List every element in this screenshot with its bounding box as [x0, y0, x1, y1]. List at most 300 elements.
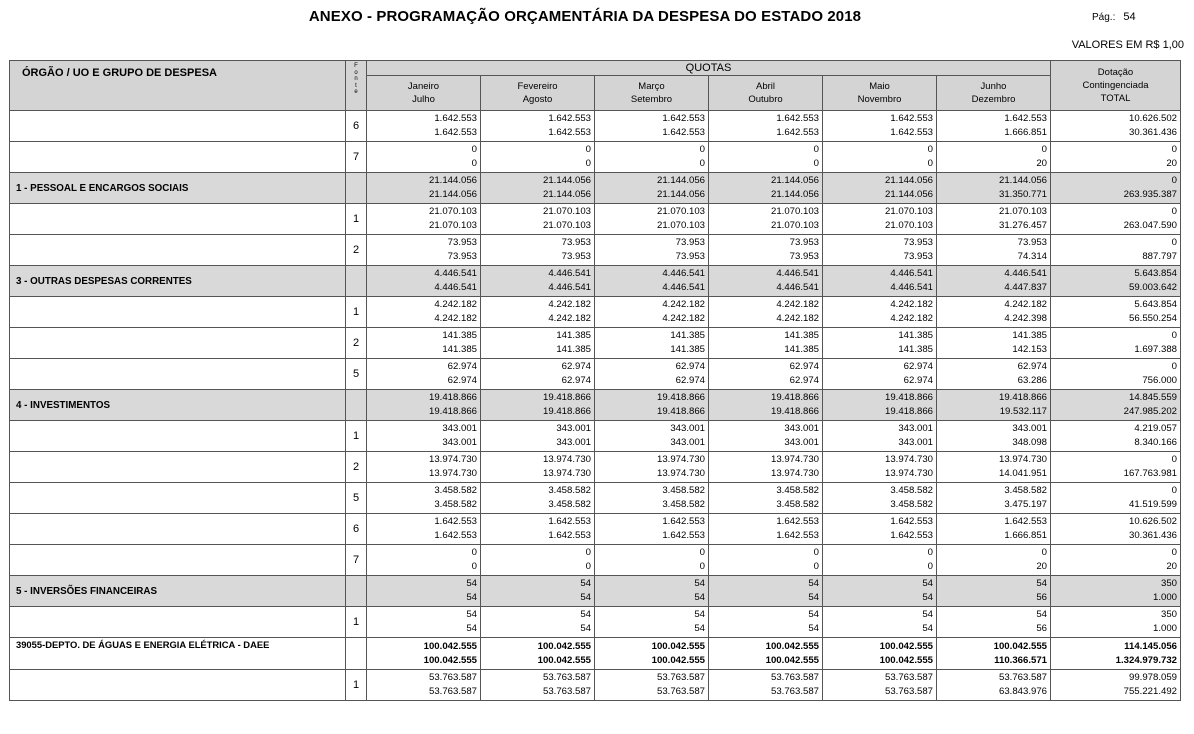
value-first-semester: 62.974: [903, 361, 933, 372]
fonte-row: [10, 607, 1181, 638]
quota-cell: [367, 514, 481, 545]
value-first-semester: 0: [1171, 144, 1177, 155]
value-second-semester: 54: [922, 592, 933, 603]
quota-cell: [595, 607, 709, 638]
value-second-semester: 4.242.182: [434, 313, 477, 324]
value-second-semester: 53.763.587: [884, 686, 933, 697]
value-second-semester: 142.153: [1012, 344, 1047, 355]
value-second-semester: 4.446.541: [776, 282, 819, 293]
quota-cell: [481, 328, 595, 359]
quota-cell: [481, 142, 595, 173]
value-second-semester: 1.642.553: [776, 127, 819, 138]
value-first-semester: 4.446.541: [890, 268, 933, 279]
value-second-semester: 62.974: [789, 375, 819, 386]
value-second-semester: 63.286: [1017, 375, 1047, 386]
value-second-semester: 20: [1166, 561, 1177, 572]
value-first-semester: 350: [1160, 609, 1177, 620]
value-first-semester: 62.974: [789, 361, 819, 372]
department-total-row: [10, 638, 1181, 670]
fonte-row: [10, 452, 1181, 483]
value-second-semester: 4.446.541: [434, 282, 477, 293]
value-second-semester: 54: [808, 623, 819, 634]
quota-cell: [367, 266, 481, 297]
fonte-letter: F: [354, 63, 358, 69]
value-second-semester: 59.003.642: [1128, 282, 1177, 293]
value-second-semester: 0: [813, 561, 819, 572]
value-second-semester: 53.763.587: [770, 686, 819, 697]
fonte-row: [10, 545, 1181, 576]
value-second-semester: 21.070.103: [656, 220, 705, 231]
column-header-orgao: ÓRGÃO / UO E GRUPO DE DESPESA: [10, 61, 346, 111]
dotacao-cell: [1051, 452, 1181, 483]
row-label: [10, 421, 346, 452]
row-label: [10, 297, 346, 328]
value-first-semester: 21.144.056: [884, 175, 933, 186]
value-second-semester: 887.797: [1142, 251, 1177, 262]
value-first-semester: 1.642.553: [776, 113, 819, 124]
dotacao-cell: [1051, 483, 1181, 514]
value-first-semester: 1.642.553: [662, 516, 705, 527]
month-first-half: Abril: [755, 81, 775, 92]
page-number: 54: [1123, 11, 1136, 23]
value-first-semester: 13.974.730: [770, 454, 819, 465]
value-second-semester: 19.418.866: [542, 406, 591, 417]
quota-cell: [937, 204, 1051, 235]
quota-cell: [937, 390, 1051, 421]
value-first-semester: 21.070.103: [884, 206, 933, 217]
fonte-code: 5: [346, 359, 367, 390]
value-first-semester: 10.626.502: [1128, 113, 1177, 124]
quota-cell: [481, 483, 595, 514]
fonte-code: 1: [346, 297, 367, 328]
value-first-semester: 54: [694, 578, 705, 589]
fonte-code: [346, 390, 367, 421]
fonte-code: [346, 638, 367, 670]
value-first-semester: 0: [1171, 361, 1177, 372]
dotacao-cell: [1051, 204, 1181, 235]
quota-cell: [595, 514, 709, 545]
value-second-semester: 1.642.553: [662, 127, 705, 138]
value-first-semester: 19.418.866: [884, 392, 933, 403]
value-first-semester: 100.042.555: [537, 640, 591, 652]
value-first-semester: 54: [922, 578, 933, 589]
value-second-semester: 54: [466, 623, 477, 634]
value-first-semester: 13.974.730: [656, 454, 705, 465]
value-second-semester: 167.763.981: [1123, 468, 1177, 479]
value-first-semester: 3.458.582: [434, 485, 477, 496]
dotacao-cell: [1051, 545, 1181, 576]
quota-cell: [481, 204, 595, 235]
value-second-semester: 19.418.866: [428, 406, 477, 417]
fonte-code: 7: [346, 142, 367, 173]
value-first-semester: 99.978.059: [1128, 672, 1177, 683]
fonte-code: 1: [346, 607, 367, 638]
row-label: [10, 607, 346, 638]
value-first-semester: 62.974: [1017, 361, 1047, 372]
currency-note: VALORES EM R$ 1,00: [1071, 39, 1184, 51]
value-second-semester: 0: [927, 561, 933, 572]
quota-cell: [937, 514, 1051, 545]
row-label: [10, 483, 346, 514]
column-header-quotas: QUOTAS: [367, 61, 1051, 76]
value-second-semester: 4.242.398: [1004, 313, 1047, 324]
value-second-semester: 100.042.555: [423, 654, 477, 666]
value-second-semester: 13.974.730: [770, 468, 819, 479]
value-second-semester: 3.458.582: [890, 499, 933, 510]
fonte-code: 6: [346, 514, 367, 545]
month-second-half: Julho: [412, 94, 435, 105]
value-first-semester: 100.042.555: [651, 640, 705, 652]
value-first-semester: 62.974: [675, 361, 705, 372]
fonte-code: [346, 576, 367, 607]
value-second-semester: 1.000: [1152, 592, 1177, 603]
value-second-semester: 4.242.182: [548, 313, 591, 324]
quota-cell: [709, 670, 823, 701]
value-first-semester: 0: [927, 547, 933, 558]
expense-group-row: [10, 390, 1181, 421]
value-first-semester: 54: [1036, 609, 1047, 620]
value-first-semester: 0: [1041, 144, 1047, 155]
quota-cell: [481, 359, 595, 390]
quota-cell: [367, 390, 481, 421]
value-second-semester: 53.763.587: [656, 686, 705, 697]
dotacao-cell: [1051, 235, 1181, 266]
value-second-semester: 56: [1036, 592, 1047, 603]
value-second-semester: 13.974.730: [884, 468, 933, 479]
fonte-row: [10, 359, 1181, 390]
fonte-letter: o: [354, 69, 358, 76]
value-first-semester: 141.385: [670, 330, 705, 341]
value-first-semester: 0: [699, 547, 705, 558]
quota-cell: [709, 545, 823, 576]
value-first-semester: 4.446.541: [662, 268, 705, 279]
value-first-semester: 62.974: [561, 361, 591, 372]
value-second-semester: 54: [580, 623, 591, 634]
value-second-semester: 3.458.582: [548, 499, 591, 510]
value-first-semester: 73.953: [561, 237, 591, 248]
value-second-semester: 4.242.182: [776, 313, 819, 324]
value-first-semester: 0: [471, 547, 477, 558]
value-first-semester: 343.001: [898, 423, 933, 434]
quota-cell: [709, 483, 823, 514]
value-second-semester: 343.001: [442, 437, 477, 448]
month-second-half: Novembro: [857, 94, 902, 105]
value-second-semester: 73.953: [789, 251, 819, 262]
quota-cell: [709, 452, 823, 483]
value-first-semester: 19.418.866: [656, 392, 705, 403]
value-second-semester: 4.446.541: [890, 282, 933, 293]
month-second-half: Dezembro: [971, 94, 1016, 105]
value-first-semester: 0: [1171, 485, 1177, 496]
value-second-semester: 13.974.730: [428, 468, 477, 479]
quota-cell: [367, 235, 481, 266]
value-second-semester: 0: [699, 561, 705, 572]
quota-cell: [481, 514, 595, 545]
quota-cell: [937, 421, 1051, 452]
value-first-semester: 141.385: [898, 330, 933, 341]
fonte-row: [10, 297, 1181, 328]
value-first-semester: 73.953: [1017, 237, 1047, 248]
quota-cell: [823, 359, 937, 390]
value-first-semester: 100.042.555: [765, 640, 819, 652]
quota-cell: [595, 421, 709, 452]
fonte-row: [10, 204, 1181, 235]
value-first-semester: 141.385: [442, 330, 477, 341]
value-first-semester: 4.242.182: [1004, 299, 1047, 310]
value-first-semester: 1.642.553: [548, 113, 591, 124]
quota-cell: [709, 266, 823, 297]
fonte-row: [10, 670, 1181, 701]
value-first-semester: 14.845.559: [1128, 392, 1177, 403]
value-second-semester: 1.642.553: [890, 530, 933, 541]
fonte-row: [10, 483, 1181, 514]
quota-cell: [937, 173, 1051, 204]
row-label: 39055-DEPTO. DE ÁGUAS E ENERGIA ELÉTRICA - DAEE: [10, 638, 346, 670]
value-second-semester: 4.446.541: [662, 282, 705, 293]
quota-cell: [481, 421, 595, 452]
row-label: 3 - OUTRAS DESPESAS CORRENTES: [10, 266, 346, 297]
value-first-semester: 21.070.103: [770, 206, 819, 217]
column-header-month: [937, 76, 1051, 111]
value-first-semester: 21.070.103: [428, 206, 477, 217]
value-first-semester: 13.974.730: [542, 454, 591, 465]
quota-cell: [937, 638, 1051, 670]
value-second-semester: 21.144.056: [656, 189, 705, 200]
dotacao-cell: [1051, 638, 1181, 670]
value-first-semester: 141.385: [556, 330, 591, 341]
quota-cell: [481, 545, 595, 576]
value-first-semester: 1.642.553: [548, 516, 591, 527]
quota-cell: [709, 390, 823, 421]
value-second-semester: 1.642.553: [548, 530, 591, 541]
value-second-semester: 62.974: [447, 375, 477, 386]
value-second-semester: 0: [585, 561, 591, 572]
column-header-month: [709, 76, 823, 111]
quota-cell: [709, 638, 823, 670]
fonte-code: 6: [346, 111, 367, 142]
value-first-semester: 73.953: [903, 237, 933, 248]
value-first-semester: 0: [813, 144, 819, 155]
quota-cell: [595, 670, 709, 701]
value-second-semester: 21.070.103: [770, 220, 819, 231]
quota-cell: [595, 545, 709, 576]
value-second-semester: 73.953: [903, 251, 933, 262]
dotacao-cell: [1051, 142, 1181, 173]
value-first-semester: 4.242.182: [434, 299, 477, 310]
value-first-semester: 0: [585, 144, 591, 155]
month-first-half: Junho: [980, 81, 1007, 92]
value-second-semester: 263.935.387: [1123, 189, 1177, 200]
value-first-semester: 13.974.730: [998, 454, 1047, 465]
value-second-semester: 1.642.553: [548, 127, 591, 138]
value-first-semester: 1.642.553: [1004, 113, 1047, 124]
value-second-semester: 110.366.571: [994, 654, 1047, 666]
value-first-semester: 0: [1171, 454, 1177, 465]
value-first-semester: 1.642.553: [1004, 516, 1047, 527]
quota-cell: [709, 514, 823, 545]
value-second-semester: 343.001: [898, 437, 933, 448]
value-first-semester: 4.242.182: [776, 299, 819, 310]
quota-cell: [481, 670, 595, 701]
value-second-semester: 30.361.436: [1128, 530, 1177, 541]
quota-cell: [709, 607, 823, 638]
quota-cell: [823, 235, 937, 266]
value-second-semester: 343.001: [556, 437, 591, 448]
quota-cell: [367, 638, 481, 670]
value-first-semester: 4.242.182: [662, 299, 705, 310]
value-first-semester: 21.070.103: [542, 206, 591, 217]
value-first-semester: 5.643.854: [1134, 268, 1177, 279]
row-label: [10, 452, 346, 483]
expense-group-row: [10, 173, 1181, 204]
column-header-dotacao: [1051, 61, 1181, 111]
value-second-semester: 4.242.182: [662, 313, 705, 324]
value-second-semester: 21.144.056: [884, 189, 933, 200]
value-second-semester: 19.418.866: [656, 406, 705, 417]
value-first-semester: 19.418.866: [542, 392, 591, 403]
quota-cell: [481, 297, 595, 328]
quota-cell: [595, 638, 709, 670]
value-first-semester: 4.242.182: [548, 299, 591, 310]
value-second-semester: 73.953: [561, 251, 591, 262]
value-first-semester: 141.385: [1012, 330, 1047, 341]
quota-cell: [367, 111, 481, 142]
row-label: [10, 142, 346, 173]
row-label: [10, 328, 346, 359]
value-second-semester: 20: [1036, 158, 1047, 169]
value-second-semester: 141.385: [670, 344, 705, 355]
value-second-semester: 54: [466, 592, 477, 603]
value-second-semester: 41.519.599: [1128, 499, 1177, 510]
value-first-semester: 1.642.553: [434, 113, 477, 124]
value-first-semester: 21.070.103: [998, 206, 1047, 217]
quota-cell: [823, 483, 937, 514]
value-first-semester: 53.763.587: [428, 672, 477, 683]
value-second-semester: 1.697.388: [1134, 344, 1177, 355]
dotacao-cell: [1051, 297, 1181, 328]
value-second-semester: 74.314: [1017, 251, 1047, 262]
dotacao-cell: [1051, 111, 1181, 142]
value-first-semester: 100.042.555: [423, 640, 477, 652]
quota-cell: [595, 390, 709, 421]
value-first-semester: 19.418.866: [770, 392, 819, 403]
dotacao-cell: [1051, 266, 1181, 297]
fonte-code: 1: [346, 204, 367, 235]
dotacao-cell: [1051, 173, 1181, 204]
value-first-semester: 0: [471, 144, 477, 155]
month-second-half: Agosto: [522, 94, 553, 105]
value-first-semester: 0: [927, 144, 933, 155]
value-first-semester: 21.144.056: [770, 175, 819, 186]
value-second-semester: 4.242.182: [890, 313, 933, 324]
value-first-semester: 343.001: [784, 423, 819, 434]
quota-cell: [937, 235, 1051, 266]
value-second-semester: 141.385: [784, 344, 819, 355]
value-first-semester: 10.626.502: [1128, 516, 1177, 527]
value-first-semester: 53.763.587: [998, 672, 1047, 683]
value-second-semester: 21.144.056: [542, 189, 591, 200]
quota-cell: [481, 607, 595, 638]
expense-group-row: [10, 266, 1181, 297]
value-second-semester: 56.550.254: [1128, 313, 1177, 324]
value-second-semester: 1.642.553: [776, 530, 819, 541]
value-first-semester: 343.001: [442, 423, 477, 434]
fonte-row: [10, 514, 1181, 545]
fonte-code: 5: [346, 483, 367, 514]
value-second-semester: 100.042.555: [537, 654, 591, 666]
quota-cell: [367, 328, 481, 359]
value-first-semester: 114.145.056: [1124, 640, 1177, 652]
value-first-semester: 62.974: [447, 361, 477, 372]
quota-cell: [823, 607, 937, 638]
quota-cell: [709, 235, 823, 266]
row-label: 5 - INVERSÕES FINANCEIRAS: [10, 576, 346, 607]
value-second-semester: 19.532.117: [999, 406, 1047, 417]
value-second-semester: 100.042.555: [651, 654, 705, 666]
quota-cell: [595, 266, 709, 297]
value-second-semester: 3.458.582: [434, 499, 477, 510]
value-first-semester: 54: [466, 578, 477, 589]
month-first-half: Janeiro: [407, 81, 440, 92]
value-first-semester: 21.144.056: [998, 175, 1047, 186]
value-second-semester: 21.070.103: [428, 220, 477, 231]
value-second-semester: 8.340.166: [1134, 437, 1177, 448]
row-label: [10, 235, 346, 266]
quota-cell: [709, 111, 823, 142]
value-first-semester: 13.974.730: [884, 454, 933, 465]
value-first-semester: 3.458.582: [890, 485, 933, 496]
value-second-semester: 19.418.866: [884, 406, 933, 417]
month-first-half: Março: [638, 81, 665, 92]
value-first-semester: 0: [1171, 206, 1177, 217]
value-first-semester: 4.446.541: [434, 268, 477, 279]
value-second-semester: 0: [699, 158, 705, 169]
quota-cell: [595, 204, 709, 235]
value-second-semester: 343.001: [784, 437, 819, 448]
quota-cell: [937, 297, 1051, 328]
value-first-semester: 73.953: [447, 237, 477, 248]
value-first-semester: 1.642.553: [890, 516, 933, 527]
quota-cell: [709, 204, 823, 235]
value-second-semester: 1.000: [1152, 623, 1177, 634]
value-first-semester: 100.042.555: [879, 640, 933, 652]
value-first-semester: 0: [1171, 175, 1177, 186]
value-first-semester: 1.642.553: [662, 113, 705, 124]
value-first-semester: 21.144.056: [428, 175, 477, 186]
value-first-semester: 4.446.541: [1004, 268, 1047, 279]
value-first-semester: 5.643.854: [1134, 299, 1177, 310]
value-second-semester: 19.418.866: [770, 406, 819, 417]
quota-cell: [823, 173, 937, 204]
page-indicator: [1092, 11, 1136, 23]
quota-cell: [481, 266, 595, 297]
value-second-semester: 141.385: [556, 344, 591, 355]
value-second-semester: 54: [694, 592, 705, 603]
quota-cell: [937, 670, 1051, 701]
fonte-row: [10, 111, 1181, 142]
fonte-row: [10, 142, 1181, 173]
dotacao-cell: [1051, 359, 1181, 390]
quota-cell: [595, 483, 709, 514]
value-first-semester: 0: [1041, 547, 1047, 558]
value-first-semester: 73.953: [789, 237, 819, 248]
quota-cell: [367, 607, 481, 638]
value-second-semester: 0: [813, 158, 819, 169]
quota-cell: [823, 545, 937, 576]
value-first-semester: 343.001: [556, 423, 591, 434]
month-first-half: Fevereiro: [517, 81, 558, 92]
quota-cell: [481, 390, 595, 421]
